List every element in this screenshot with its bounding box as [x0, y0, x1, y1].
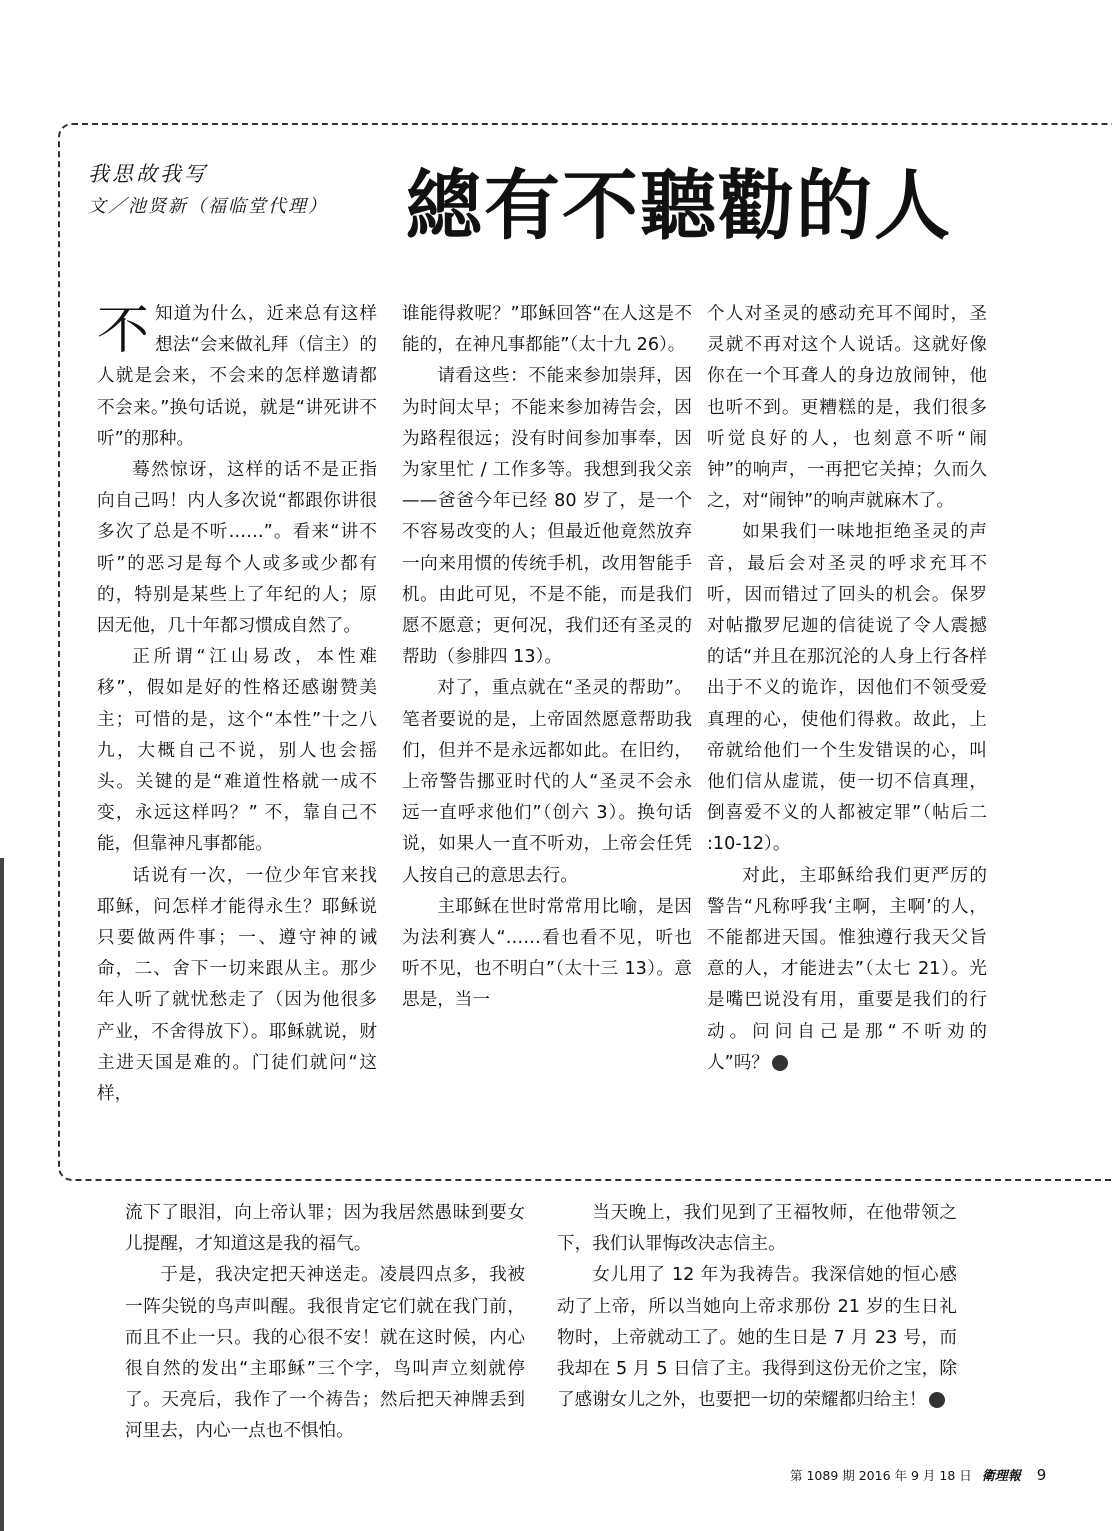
article-column-1 — [97, 299, 377, 1110]
paragraph: 请看这些：不能来参加崇拜，因为时间太早；不能来参加祷告会，因为路程很远；没有时间参加事奉，因为家里忙 / 工作多等。我想到我父亲——爸爸今年已经 80 岁了，是一个不容易改变的人；但最近他竟然放弃一向来用惯的传统手机，改用智能手机。由此可见，不是不能，而是我们愿不愿意；更何况，我们还有圣灵的帮助（参腓四 13）。 — [402, 366, 692, 668]
paragraph: 对此，主耶稣给我们更严厉的警告“凡称呼我‘主啊，主啊’的人，不能都进天国。惟独遵行我天父旨意的人，才能进去”（太七 21）。光是嘴巴说没有用，重要是我们的行动。问问自己是那“不听劝的人”吗？ ✝ — [707, 865, 987, 1073]
paragraph: 不知道为什么，近来总有这样想法“会来做礼拜（信主）的人就是会来，不会来的怎样邀请都不会来。”换句话说，就是“讲死讲不听”的那种。 — [97, 301, 377, 449]
article-title: 總有不聽勸的人 — [406, 161, 952, 250]
paragraph: 正所谓“江山易改，本性难移”，假如是好的性格还感谢赞美主；可惜的是，这个“本性”十之八九，大概自己不说，别人也会摇头。关键的是“难道性格就一成不变，永远这样吗？” 不，靠自己不能，但靠神凡事都能。 — [97, 647, 377, 855]
paragraph: 如果我们一味地拒绝圣灵的声音，最后会对圣灵的呼求充耳不听，因而错过了回头的机会。保罗对帖撒罗尼迦的信徒说了令人震撼的话“并且在那沉沦的人身上行各样出于不义的诡诈，因他们不领受爱真理的心，使他们得救。故此，上帝就给他们一个生发错误的心，叫他们信从虚谎，使一切不信真理，倒喜爱不义的人都被定罪”（帖后二 :10-12）。 — [707, 522, 987, 855]
paragraph: 于是，我决定把天神送走。凌晨四点多，我被一阵尖锐的鸟声叫醒。我很肯定它们就在我门前，而且不止一只。我的心很不安！就在这时候，内心很自然的发出“主耶稣”三个字，鸟叫声立刻就停了。天亮后，我作了一个祷告；然后把天神牌丢到河里去，内心一点也不惧怕。 — [125, 1265, 525, 1442]
paragraph: 谁能得救呢？”耶稣回答“在人这是不能的，在神凡事都能”（太十九 26）。 — [402, 304, 692, 356]
drop-cap: 不 — [97, 301, 150, 361]
end-mark-icon: ✝ — [772, 1055, 788, 1071]
paragraph: 个人对圣灵的感动充耳不闻时，圣灵就不再对这个人说话。这就好像你在一个耳聋人的身边放闹钟，他也听不到。更糟糕的是，我们很多听觉良好的人，也刻意不听“闹钟”的响声，一再把它关掉；久而久之，对“闹钟”的响声就麻木了。 — [707, 304, 987, 512]
lower-article-left — [125, 1198, 525, 1448]
page-number: 9 — [1036, 1466, 1047, 1484]
end-mark-icon: ✝ — [929, 1392, 945, 1408]
paragraph: 当天晚上，我们见到了王福牧师，在他带领之下，我们认罪悔改决志信主。 — [557, 1203, 957, 1255]
article-column-3 — [707, 299, 987, 1079]
paragraph: 对了，重点就在“圣灵的帮助”。笔者要说的是，上帝固然愿意帮助我们，但并不是永远都如此。在旧约，上帝警告挪亚时代的人“圣灵不会永远一直呼求他们”（创六 3）。换句话说，如果人一直不听劝，上帝会任凭人按自己的意思去行。 — [402, 678, 692, 886]
paragraph: 话说有一次，一位少年官来找耶稣，问怎样才能得永生？耶稣说只要做两件事；一、遵守神的诫命，二、舍下一切来跟从主。那少年人听了就忧愁走了（因为他很多产业，不舍得放下）。耶稣就说，财主进天国是难的。门徒们就问“这样， — [97, 865, 377, 1105]
article-column-2 — [402, 299, 692, 1017]
issue-info: 第 1089 期 2016 年 9 月 18 日 — [790, 1468, 972, 1483]
paragraph: 女儿用了 12 年为我祷告。我深信她的恒心感动了上帝，所以当她向上帝求那份 21 岁的生日礼物时，上帝就动工了。她的生日是 7 月 23 号，而我却在 5 月 5 日信了主。我得到这份无价之宝，除了感谢女儿之外，也要把一切的荣耀都归给主！ ✝ — [557, 1265, 974, 1411]
paragraph: 流下了眼泪，向上帝认罪；因为我居然愚昧到要女儿提醒，才知道这是我的福气。 — [125, 1203, 525, 1255]
paragraph: 主耶稣在世时常常用比喻，是因为法利赛人“……看也看不见，听也听不见，也不明白”（太十三 13）。意思是，当一 — [402, 896, 692, 1011]
publication-logo: 衛理報 — [981, 1469, 1021, 1484]
column-name: 我思故我写 — [88, 162, 208, 186]
author-line: 文／池贤新（福临堂代理） — [88, 196, 328, 217]
adjacent-page-edge — [0, 858, 4, 1531]
page-footer — [790, 1465, 1046, 1484]
paragraph: 蓦然惊讶，这样的话不是正指向自己吗！内人多次说“都跟你讲很多次了总是不听……”。看来“讲不听”的恶习是每个人或多或少都有的，特别是某些上了年纪的人；原因无他，几十年都习惯成自然了。 — [97, 460, 377, 637]
lower-article-right — [557, 1198, 974, 1416]
